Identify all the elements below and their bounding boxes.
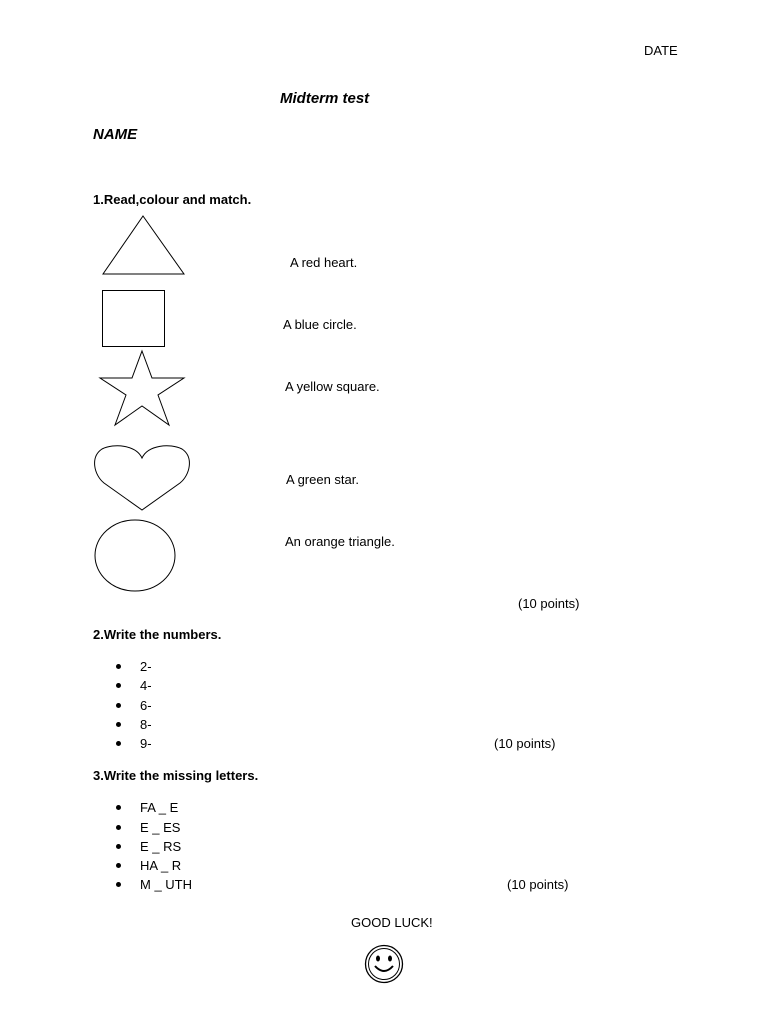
number-item: 8- [140,717,152,732]
phrase-yellow-square: A yellow square. [285,379,380,394]
number-item: 6- [140,698,152,713]
name-label: NAME [93,126,138,143]
letters-item: E _ RS [140,839,182,854]
bullet-icon [116,683,121,688]
bullet-icon [116,825,121,830]
section3-heading: 3.Write the missing letters. [93,768,259,783]
letters-item: E _ ES [140,820,181,835]
phrase-blue-circle: A blue circle. [283,317,357,332]
bullet-icon [116,882,121,887]
phrase-green-star: A green star. [286,472,359,487]
phrase-orange-triangle: An orange triangle. [285,534,395,549]
section2-heading: 2.Write the numbers. [93,627,222,642]
bullet-icon [116,844,121,849]
number-item: 4- [140,678,152,693]
heart-icon [94,443,190,511]
date-label: DATE [644,43,678,58]
bullet-icon [116,703,121,708]
letters-item: HA _ R [140,858,182,873]
number-item: 2- [140,659,152,674]
star-icon [99,350,185,426]
letters-item: FA _ E [140,800,179,815]
square-icon [102,290,165,347]
bullet-icon [116,664,121,669]
bullet-icon [116,741,121,746]
section1-heading: 1.Read,colour and match. [93,192,252,207]
bullet-icon [116,863,121,868]
number-item: 9- [140,736,152,751]
circle-icon [94,519,176,592]
smiley-face-icon [364,944,404,984]
section2-points: (10 points) [494,736,556,751]
phrase-red-heart: A red heart. [290,255,358,270]
section3-points: (10 points) [507,877,569,892]
letters-item: M _ UTH [140,877,192,892]
bullet-icon [116,722,121,727]
triangle-icon [102,215,185,275]
page-title: Midterm test [280,90,370,107]
bullet-icon [116,805,121,810]
section1-points: (10 points) [518,596,580,611]
closing-text: GOOD LUCK! [351,915,433,930]
